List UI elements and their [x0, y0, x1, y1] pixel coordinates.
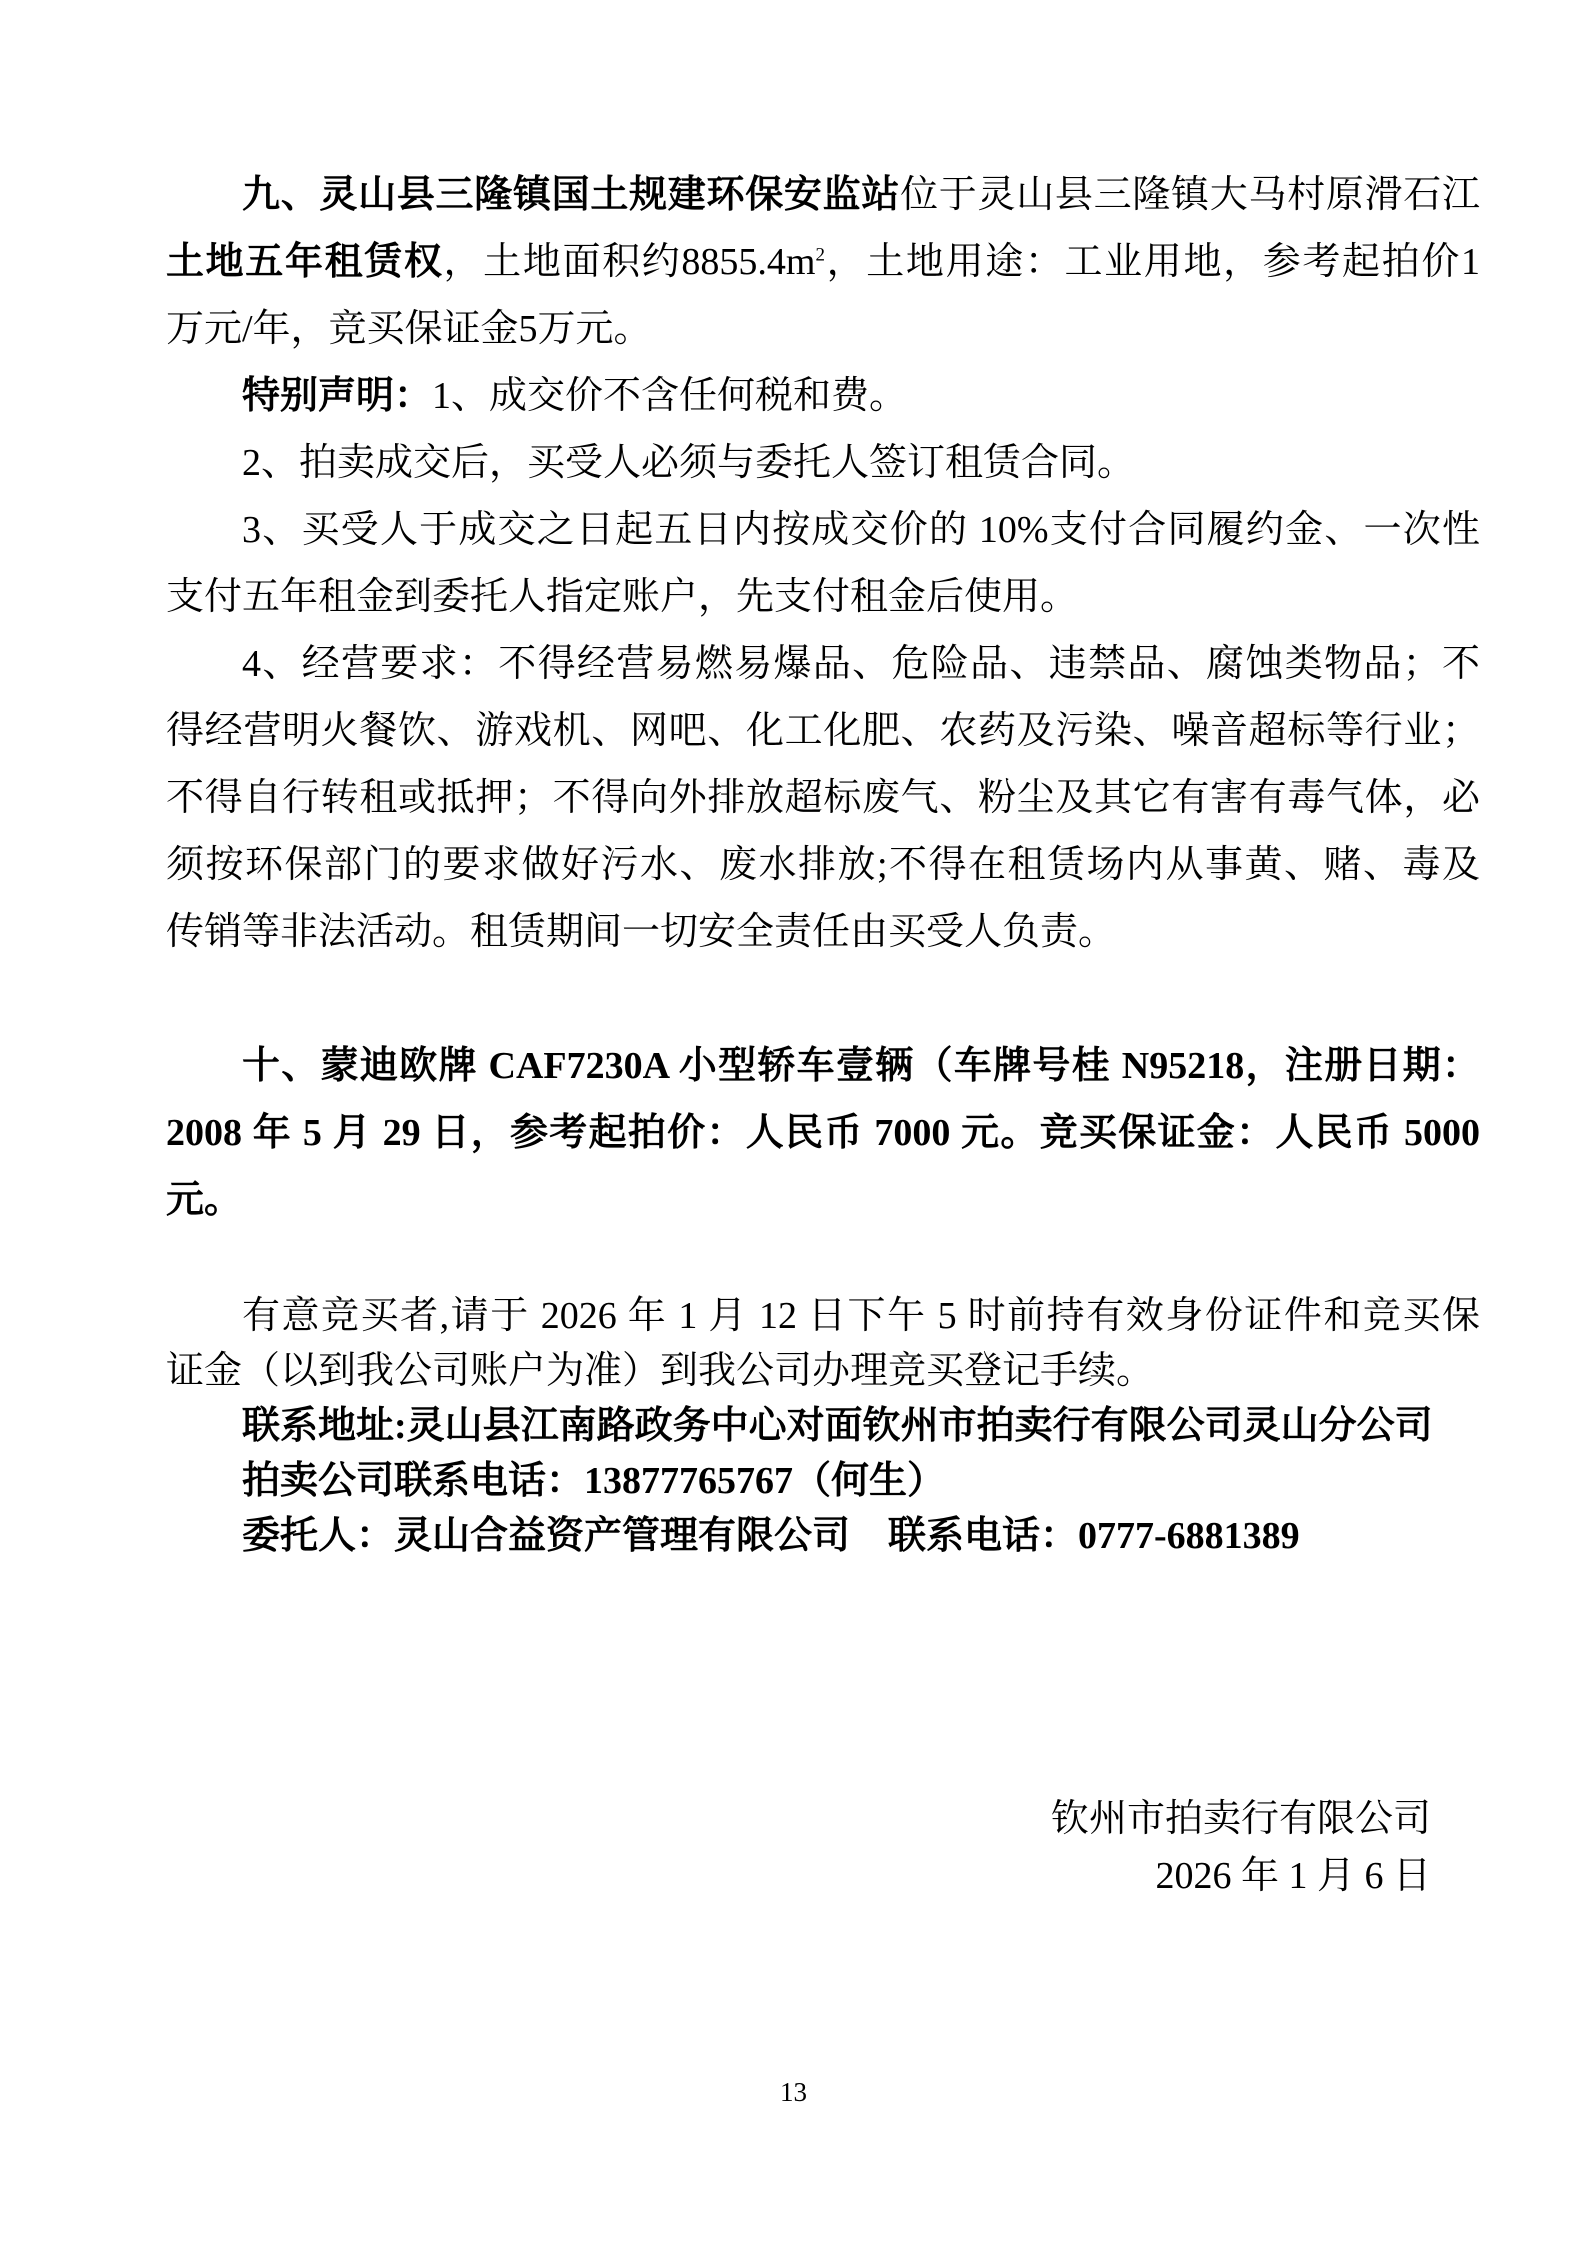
note-3-line-2 — [166, 564, 1480, 631]
text-run: 万元/年，竞买保证金5万元。 — [166, 308, 652, 350]
note-4-line-4 — [166, 832, 1480, 899]
page-number: 13 — [780, 2077, 807, 2107]
text-run: 传销等非法活动。租赁期间一切安全责任由买受人负责。 — [166, 911, 1117, 953]
note-4-line-5 — [166, 899, 1480, 966]
text-run: 得经营明火餐饮、游戏机、网吧、化工化肥、农药及污染、噪音超标等行业； — [166, 710, 1480, 752]
bold-text-run: 2008 年 5 月 29 日，参考起拍价：人民币 7000 元。竞买保证金：人民币 5000 — [166, 1112, 1480, 1154]
blank-line — [166, 1234, 1480, 1289]
document-body — [166, 162, 1480, 1564]
note-2-line — [166, 430, 1480, 497]
text-run: 2 — [815, 244, 825, 266]
text-run: 证金（以到我公司账户为准）到我公司办理竞买登记手续。 — [166, 1350, 1155, 1392]
bold-text-run: 联系地址:灵山县江南路政务中心对面钦州市拍卖行有限公司灵山分公司 — [242, 1405, 1433, 1447]
auction-phone-line — [166, 1454, 1480, 1509]
text-run: 位于灵山县三隆镇大马村原滑石江 — [900, 174, 1480, 216]
note-4-line-3 — [166, 765, 1480, 832]
special-note-line — [166, 363, 1480, 430]
text-run: 2、拍卖成交后，买受人必须与委托人签订租赁合同。 — [242, 442, 1136, 484]
text-run: 1、成交价不含任何税和费。 — [432, 375, 908, 417]
client-line — [166, 1509, 1480, 1564]
note-3-line-1 — [166, 497, 1480, 564]
contact-address-line — [166, 1399, 1480, 1454]
signature-date: 2026 年 1 月 6 日 — [1155, 1855, 1431, 1897]
text-run: ，土地用途：工业用地，参考起拍价1 — [824, 241, 1480, 283]
text-run: 须按环保部门的要求做好污水、废水排放;不得在租赁场内从事黄、赌、毒及 — [166, 844, 1480, 886]
bold-text-run: 拍卖公司联系电话：13877765767（何生） — [242, 1460, 946, 1502]
signature-company: 钦州市拍卖行有限公司 — [1050, 1798, 1431, 1840]
item-9-line-2 — [166, 229, 1480, 296]
item-9-line-1 — [166, 162, 1480, 229]
text-run: 4、经营要求：不得经营易燃易爆品、危险品、违禁品、腐蚀类物品；不 — [242, 643, 1480, 685]
item-9-line-3 — [166, 296, 1480, 363]
bold-text-run: 九、灵山县三隆镇国土规建环保安监站 — [242, 174, 901, 216]
registration-line-1 — [166, 1289, 1480, 1344]
item-10-line-1 — [166, 1033, 1480, 1100]
registration-line-2 — [166, 1344, 1480, 1399]
text-run: 有意竞买者,请于 2026 年 1 月 12 日下午 5 时前持有效身份证件和竞买保 — [242, 1295, 1480, 1337]
bold-text-run: 十、蒙迪欧牌 CAF7230A 小型轿车壹辆（车牌号桂 N95218，注册日期： — [242, 1045, 1480, 1087]
text-run: ，土地面积约8855.4m — [443, 241, 816, 283]
item-10-line-2 — [166, 1100, 1480, 1167]
blank-line — [166, 966, 1480, 1033]
text-run: 不得自行转租或抵押；不得向外排放超标废气、粉尘及其它有害有毒气体，必 — [166, 777, 1480, 819]
note-4-line-2 — [166, 698, 1480, 765]
bold-text-run: 土地五年租赁权 — [166, 241, 444, 283]
bold-text-run: 委托人：灵山合益资产管理有限公司 联系电话：0777-6881389 — [242, 1515, 1300, 1557]
text-run: 支付五年租金到委托人指定账户，先支付租金后使用。 — [166, 576, 1079, 618]
item-10-line-3 — [166, 1167, 1480, 1234]
text-run: 3、买受人于成交之日起五日内按成交价的 10%支付合同履约金、一次性 — [242, 509, 1480, 551]
signature-block — [1051, 1791, 1431, 1905]
bold-text-run: 特别声明： — [242, 375, 433, 417]
note-4-line-1 — [166, 631, 1480, 698]
bold-text-run: 元。 — [166, 1179, 243, 1221]
